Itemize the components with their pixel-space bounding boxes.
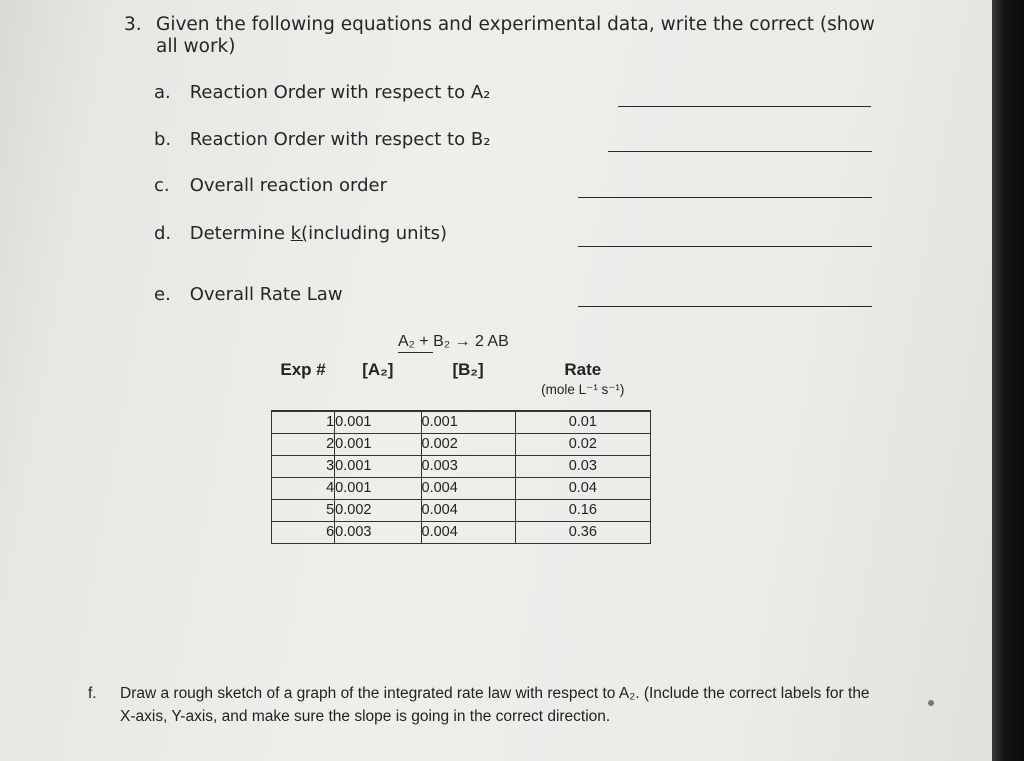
reaction-arrow: →: [454, 333, 471, 350]
cell-exp: 1: [272, 411, 335, 434]
answer-line-b: [608, 151, 872, 152]
answer-line-c: [578, 197, 872, 198]
header-a2: [A₂]: [335, 356, 421, 411]
item-a-label: a.: [154, 82, 171, 103]
cell-a2: 0.001: [335, 478, 421, 500]
plus-sign: +: [419, 333, 429, 350]
reaction-equation: [398, 333, 509, 351]
cell-a2: 0.001: [335, 456, 421, 478]
cell-exp: 4: [272, 478, 335, 500]
cell-b2: 0.002: [421, 434, 515, 456]
cell-b2: 0.003: [421, 456, 515, 478]
item-c-text: Overall reaction order: [189, 175, 387, 196]
item-a-text: Reaction Order with respect to A₂: [189, 82, 491, 103]
cell-exp: 6: [272, 522, 335, 544]
answer-line-a: [618, 106, 871, 107]
answer-line-d: [578, 246, 872, 247]
cell-exp: 5: [272, 500, 335, 522]
item-e: [154, 284, 343, 305]
header-rate-unit: (mole L⁻¹ s⁻¹): [541, 382, 625, 397]
table-header-row: [272, 356, 651, 411]
item-b-label: b.: [154, 129, 172, 150]
cell-rate: 0.04: [515, 478, 650, 500]
table-row: [272, 411, 651, 434]
answer-line-e: [578, 306, 872, 307]
item-e-label: e.: [154, 284, 171, 305]
item-c: [154, 175, 387, 196]
product-ab: 2 AB: [474, 333, 509, 350]
item-d: [154, 223, 447, 244]
cell-b2: 0.004: [421, 500, 515, 522]
page-edge-shadow: [992, 0, 1024, 761]
table-row: [272, 500, 651, 522]
table-row: [272, 522, 651, 544]
experiment-data-table: [271, 356, 651, 544]
header-rate: [515, 356, 650, 411]
item-c-label: c.: [154, 175, 170, 196]
cell-b2: 0.004: [421, 478, 515, 500]
question-text: Given the following equations and experimental data, write the correct (show all work): [156, 14, 875, 57]
cell-exp: 2: [272, 434, 335, 456]
item-d-prefix: Determine: [189, 223, 291, 244]
cell-b2: 0.001: [421, 411, 515, 434]
table-row: [272, 434, 651, 456]
question-number: 3.: [124, 14, 142, 35]
cell-rate: 0.02: [515, 434, 650, 456]
cell-b2: 0.004: [421, 522, 515, 544]
cell-a2: 0.001: [335, 411, 421, 434]
cell-rate: 0.03: [515, 456, 650, 478]
item-f-text: Draw a rough sketch of a graph of the integrated rate law with respect to A₂. (Include the correct labels for the X-axis, Y-axis, and make sure the slope is going in the correct direction.: [120, 685, 870, 725]
stray-mark: [928, 700, 934, 706]
item-d-k: k(: [290, 223, 309, 244]
item-f-label: f.: [88, 685, 97, 702]
header-exp: Exp #: [272, 356, 335, 411]
header-b2: [B₂]: [421, 356, 515, 411]
item-d-rest: including units): [308, 223, 448, 244]
cell-a2: 0.002: [335, 500, 421, 522]
reactant-b2: B₂: [433, 333, 451, 350]
reactant-a2: A₂: [398, 333, 415, 350]
cell-a2: 0.001: [335, 434, 421, 456]
item-d-label: d.: [154, 223, 172, 244]
item-b-text: Reaction Order with respect to B₂: [189, 129, 491, 150]
item-a: [154, 82, 490, 103]
item-b: [154, 129, 490, 150]
cell-rate: 0.01: [515, 411, 650, 434]
cell-rate: 0.36: [515, 522, 650, 544]
header-rate-label: Rate: [564, 360, 602, 379]
cell-rate: 0.16: [515, 500, 650, 522]
table-row: [272, 478, 651, 500]
cell-exp: 3: [272, 456, 335, 478]
cell-a2: 0.003: [335, 522, 421, 544]
item-e-text: Overall Rate Law: [189, 284, 343, 305]
table-row: [272, 456, 651, 478]
